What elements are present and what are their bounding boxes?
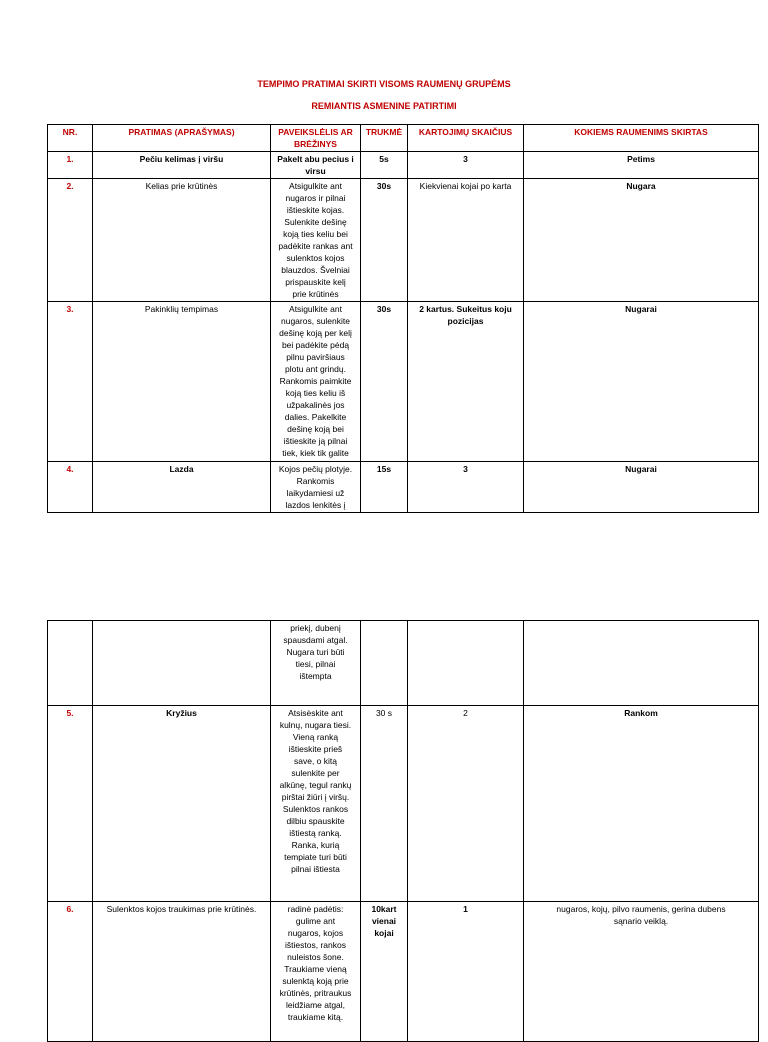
exercise-repetitions: 1 (408, 902, 524, 1042)
exercise-name: Pečiu kelimas į viršu (93, 152, 271, 179)
exercise-name: Lazda (93, 462, 271, 513)
row-number: 2. (48, 179, 93, 302)
document-subtitle: REMIANTIS ASMENINE PATIRTIMI (311, 101, 457, 111)
exercise-name: Sulenktos kojos traukimas prie krūtinės. (93, 902, 271, 1042)
exercise-duration: 30s (361, 302, 408, 462)
exercise-description: Atsigulkite ant nugaros ir pilnai ištieskite kojas. Sulenkite dešinę koją ties keliu bei padėkite rankas ant sulenktos kojos blauzdos. Švelniai prispauskite kelį prie krūtinės (271, 179, 361, 302)
exercise-muscles: nugaros, kojų, pilvo raumenis, gerina dubens sąnario veiklą. (524, 902, 759, 1042)
exercise-repetitions: 2 (408, 706, 524, 902)
row-number: 4. (48, 462, 93, 513)
exercise-repetitions (408, 621, 524, 706)
exercise-description: Kojos pečių plotyje. Rankomis laikydamiesi už lazdos lenkitės į (271, 462, 361, 513)
row-number: 6. (48, 902, 93, 1042)
exercise-name: Pakinklių tempimas (93, 302, 271, 462)
exercise-duration: 15s (361, 462, 408, 513)
table-row (48, 621, 759, 706)
row-number: 5. (48, 706, 93, 902)
exercise-description: radinė padėtis: gulime ant nugaros, kojos ištiestos, rankos nuleistos šone. Traukiame vieną sulenktą koją prie krūtinės, pritraukus leidžiame atgal, traukiame kitą. (271, 902, 361, 1042)
exercise-muscles: Petims (524, 152, 759, 179)
header-pratimas: PRATIMAS (APRAŠYMAS) (93, 125, 271, 152)
exercise-muscles: Nugara (524, 179, 759, 302)
exercise-muscles: Rankom (524, 706, 759, 902)
exercise-repetitions: 3 (408, 462, 524, 513)
header-kartojimu: KARTOJIMŲ SKAIČIUS (408, 125, 524, 152)
exercise-name (93, 621, 271, 706)
exercise-muscles (524, 621, 759, 706)
exercise-name: Kryžius (93, 706, 271, 902)
exercise-repetitions: 2 kartus. Sukeitus koju pozicijas (408, 302, 524, 462)
exercise-muscles: Nugarai (524, 462, 759, 513)
row-number (48, 621, 93, 706)
exercise-table-page1 (47, 124, 759, 513)
header-trukme: TRUKMĖ (361, 125, 408, 152)
exercise-table-page2 (47, 620, 759, 1042)
exercise-name: Kelias prie krūtinės (93, 179, 271, 302)
exercise-repetitions: Kiekvienai kojai po karta (408, 179, 524, 302)
table-row (48, 462, 759, 513)
table-row (48, 302, 759, 462)
exercise-duration: 30 s (361, 706, 408, 902)
exercise-description: Pakelt abu pecius i virsu (271, 152, 361, 179)
exercise-duration (361, 621, 408, 706)
exercise-repetitions: 3 (408, 152, 524, 179)
exercise-description: Atsisėskite ant kulnų, nugara tiesi. Vieną ranką ištieskite prieš save, o kitą sulenkite per alkūnę, tegul rankų pirštai žiūri į viršų. Sulenktos rankos dilbiu spauskite ištiestą ranką. Ranka, kurią tempiate turi būti pilnai ištiesta (271, 706, 361, 902)
table-row (48, 706, 759, 902)
table-row (48, 902, 759, 1042)
header-paveikslelis: PAVEIKSLĖLIS AR BRĖŽINYS (271, 125, 361, 152)
exercise-duration: 5s (361, 152, 408, 179)
exercise-description: priekį, dubenį spausdami atgal. Nugara turi būti tiesi, pilnai ištempta (271, 621, 361, 706)
exercise-duration: 10kart vienai kojai (361, 902, 408, 1042)
table-header-row (48, 125, 759, 152)
header-nr: NR. (48, 125, 93, 152)
exercise-duration: 30s (361, 179, 408, 302)
row-number: 1. (48, 152, 93, 179)
row-number: 3. (48, 302, 93, 462)
table-row (48, 179, 759, 302)
exercise-muscles: Nugarai (524, 302, 759, 462)
table-row (48, 152, 759, 179)
document-title: TEMPIMO PRATIMAI SKIRTI VISOMS RAUMENŲ GRUPĖMS (257, 79, 511, 89)
exercise-description: Atsigulkite ant nugaros, sulenkite dešinę koją per kelį bei padėkite pėdą pilnu paviršiaus plotu ant grindų. Rankomis paimkite koją ties keliu iš užpakalinės jos dalies. Pakelkite dešinę koją bei ištieskite ją pilnai tiek, kiek tik galite (271, 302, 361, 462)
header-raumenims: KOKIEMS RAUMENIMS SKIRTAS (524, 125, 759, 152)
